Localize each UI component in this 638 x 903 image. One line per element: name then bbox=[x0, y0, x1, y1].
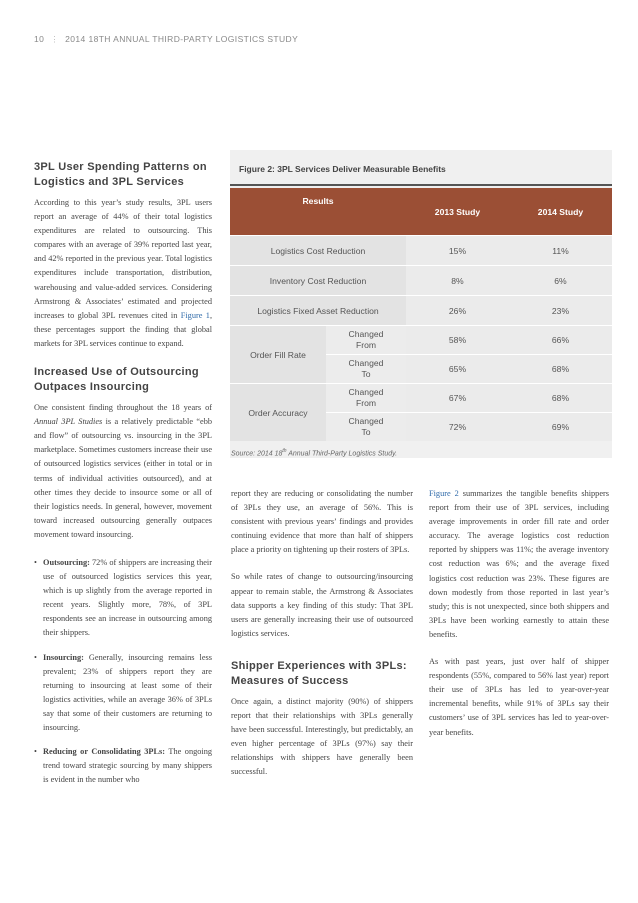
cell-2014: 68% bbox=[509, 384, 612, 413]
paragraph-outsourcing: One consistent finding throughout the 18 years of Annual 3PL Studies is a relatively predictable “ebb and flow” of outsourcing vs. insourcing in the 3PL marketplace. Sometimes customers increase their use of outsourced logistics services (either in total or in terms of individual activities outsourced), and at other times they decide to insource some or all of their logistics needs. In general, however, movement toward increased outsourcing generally outpaces movement toward insourcing. bbox=[34, 403, 212, 539]
bullet-list bbox=[34, 556, 212, 787]
row-label: Logistics Fixed Asset Reduction bbox=[230, 296, 406, 326]
bullet-item: • Outsourcing: 72% of shippers are increasing their use of outsourced logistics services this year, which is up slightly from the average reported in recent years. Slightly more, 78%, of 3PL respondents see an increase in outsourcing among their shippers. bbox=[34, 557, 212, 638]
cell-2013: 58% bbox=[406, 326, 509, 355]
cell-2014: 23% bbox=[509, 296, 612, 326]
row-sublabel: Changed To bbox=[326, 413, 406, 442]
report-title: 2014 18TH ANNUAL THIRD-PARTY LOGISTICS STUDY bbox=[65, 34, 299, 44]
page-number: 10 bbox=[34, 34, 45, 44]
cell-2013: 67% bbox=[406, 384, 509, 413]
cell-2014: 66% bbox=[509, 326, 612, 355]
row-label: Inventory Cost Reduction bbox=[230, 266, 406, 296]
right-column bbox=[429, 487, 609, 753]
table-row bbox=[230, 296, 612, 326]
table-row bbox=[230, 266, 612, 296]
middle-column bbox=[231, 487, 413, 793]
cell-2013: 26% bbox=[406, 296, 509, 326]
table-row bbox=[230, 326, 612, 355]
benefits-table bbox=[230, 188, 612, 441]
left-column bbox=[34, 160, 212, 797]
figure-2-link[interactable]: Figure 2 bbox=[429, 489, 459, 498]
table-row bbox=[230, 236, 612, 266]
paragraph-consolidating: report they are reducing or consolidating the number of 3PLs they use, an average of 56%. This is consistent with previous years’ findings and provides continuing evidence that more than half of shippers place a priority on tightening up their rosters of 3PLs. bbox=[231, 489, 413, 555]
cell-2014: 69% bbox=[509, 413, 612, 442]
paragraph-success: Once again, a distinct majority (90%) of shippers report that their relationships with 3PLs generally have been successful. Interestingly, but predictably, an even higher percentage of 3PLs (97%) say their relationships with shippers have generally been successful. bbox=[231, 696, 413, 777]
table-row bbox=[230, 384, 612, 413]
cell-2014: 6% bbox=[509, 266, 612, 296]
figure-title: Figure 2: 3PL Services Deliver Measurable Benefits bbox=[239, 164, 446, 174]
cell-2014: 11% bbox=[509, 236, 612, 266]
figure-1-link[interactable]: Figure 1 bbox=[180, 310, 210, 320]
row-label: Order Accuracy bbox=[230, 384, 326, 442]
row-label: Logistics Cost Reduction bbox=[230, 236, 406, 266]
figure-source: Source: 2014 18th Annual Third-Party Logistics Study. bbox=[231, 448, 398, 458]
row-sublabel: Changed From bbox=[326, 384, 406, 413]
row-sublabel: Changed From bbox=[326, 326, 406, 355]
page-header bbox=[34, 34, 298, 45]
cell-2014: 68% bbox=[509, 355, 612, 384]
section-heading-spending: 3PL User Spending Patterns on Logistics and 3PL Services bbox=[34, 161, 207, 188]
figure-divider bbox=[230, 184, 612, 186]
col-header-2013: 2013 Study bbox=[406, 188, 509, 236]
section-heading-experiences: Shipper Experiences with 3PLs: Measures of Success bbox=[231, 659, 407, 687]
bullet-item: • Reducing or Consolidating 3PLs: The ongoing trend toward strategic sourcing by many shippers is evident in the number who bbox=[34, 747, 212, 785]
cell-2013: 72% bbox=[406, 413, 509, 442]
col-header-results: Results bbox=[230, 188, 406, 236]
header-separator: ⋮ bbox=[50, 34, 60, 44]
table-header-row bbox=[230, 188, 612, 236]
col-header-2014: 2014 Study bbox=[509, 188, 612, 236]
paragraph-rates: So while rates of change to outsourcing/insourcing appear to remain stable, the Armstrong & Associates data supports a key finding of this study: That 3PL users are generally increasing their use of outsourced logistics services. bbox=[231, 572, 413, 638]
cell-2013: 65% bbox=[406, 355, 509, 384]
row-sublabel: Changed To bbox=[326, 355, 406, 384]
section-heading-outsourcing: Increased Use of Outsourcing Outpaces Insourcing bbox=[34, 366, 199, 394]
row-label: Order Fill Rate bbox=[230, 326, 326, 384]
cell-2013: 8% bbox=[406, 266, 509, 296]
cell-2013: 15% bbox=[406, 236, 509, 266]
paragraph-incremental: As with past years, just over half of shipper respondents (55%, compared to 56% last year) report their use of 3PLs has led to year-over-year incremental benefits, while 91% of 3PLs say their customers’ use of 3PL services has led to year-over-year benefits. bbox=[429, 657, 609, 737]
paragraph-benefits: Figure 2 summarizes the tangible benefits shippers report from their use of 3PL services, including average improvements in order fill rate and order accuracy. The average logistics cost reduction reported by shippers was 11%; the average inventory cost reduction was 6%; and the average fixed logistics cost reduction was 23%. These figures are down modestly from those reported in last year’s study; this is not unexpected, since both shippers and 3PLs have been working earnestly to attain these benefits. bbox=[429, 489, 610, 639]
bullet-item: • Insourcing: Generally, insourcing remains less prevalent; 23% of shippers report they are returning to insourcing at least some of their logistics activities, while an average 36% of 3PLs say that some of their customers are returning to insourcing. bbox=[34, 652, 212, 732]
paragraph-spending: According to this year’s study results, 3PL users report an average of 44% of their total logistics expenditures are related to outsourcing. This compares with an average of 39% reported last year, and 42% reported in the previous year. Total logistics expenditures include transportation, distribution, warehousing and value-added services. Considering Armstrong & Associates’ estimated and projected increases to global 3PL revenues cited in Figure 1, these percentages support the finding that global markets for 3PL services continue to expand. bbox=[34, 198, 213, 348]
